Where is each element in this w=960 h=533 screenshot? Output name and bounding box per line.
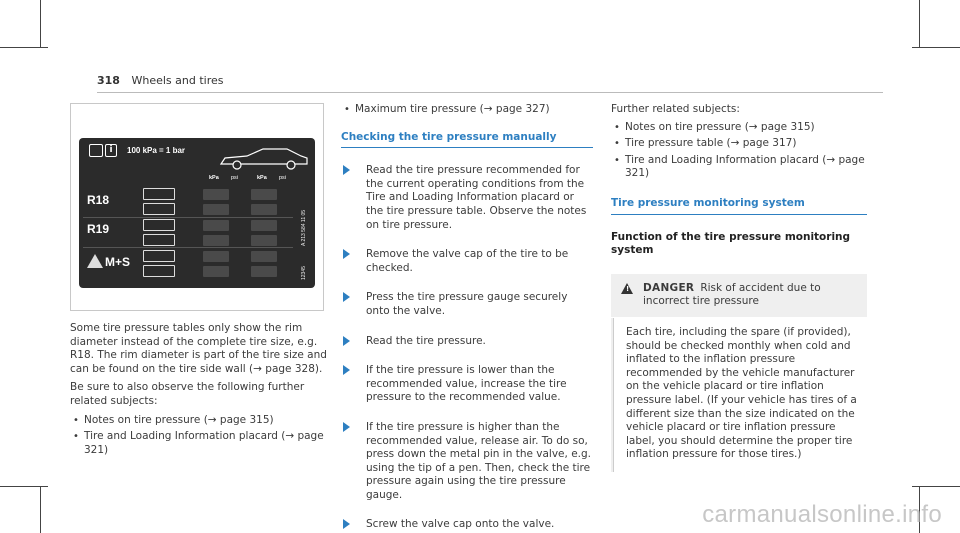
step-item: Read the tire pressure. xyxy=(341,335,593,349)
crop-mark xyxy=(912,486,960,487)
load-symbol xyxy=(143,203,175,215)
middle-column xyxy=(341,103,593,533)
unit-kpa: kPa xyxy=(257,175,267,181)
car-silhouette-icon xyxy=(217,146,311,170)
load-symbol xyxy=(143,250,175,262)
crop-mark xyxy=(40,0,41,48)
load-symbol xyxy=(143,265,175,277)
crop-mark xyxy=(0,47,48,48)
tire-pressure-table-figure xyxy=(70,103,324,311)
step-arrow-icon xyxy=(343,519,350,529)
row-label-ms: M+S xyxy=(105,255,131,269)
related-subjects-intro: Be sure to also observe the following further related subjects: xyxy=(70,381,305,407)
unit-kpa: kPa xyxy=(209,175,219,181)
snowflake-mountain-icon xyxy=(87,254,103,268)
pressure-cell xyxy=(203,251,229,262)
danger-label: DANGER xyxy=(643,281,695,294)
page-number: 318 xyxy=(97,74,120,87)
crop-mark xyxy=(0,486,48,487)
step-arrow-icon xyxy=(343,336,350,346)
pressure-cell xyxy=(203,220,229,231)
manual-book-icon xyxy=(89,144,103,157)
step-item: Read the tire pressure recommended for the current operating conditions from the Tire and Loading Information placard or the tire pressure table. Observe the notes on tire pressure. xyxy=(341,164,593,232)
list-item[interactable]: • Maximum tire pressure (→ page 327) xyxy=(341,103,593,117)
pressure-cell xyxy=(203,235,229,246)
conversion-label: 100 kPa = 1 bar xyxy=(127,146,186,155)
pressure-cell xyxy=(203,266,229,277)
step-arrow-icon xyxy=(343,249,350,259)
figure-id: 12345 xyxy=(301,266,307,280)
pressure-cell xyxy=(203,204,229,215)
pressure-cell xyxy=(203,189,229,200)
list-item[interactable]: • Notes on tire pressure (→ page 315) xyxy=(611,121,867,135)
section-title-manual-check: Checking the tire pressure manually xyxy=(341,131,593,149)
pressure-cell xyxy=(251,204,277,215)
left-column xyxy=(70,322,330,460)
crop-mark xyxy=(919,0,920,48)
load-symbol xyxy=(143,188,175,200)
pressure-cell xyxy=(251,189,277,200)
further-subjects-intro: Further related subjects: xyxy=(611,103,740,115)
watermark: carmanualsonline.info xyxy=(702,501,942,528)
unit-psi: psi xyxy=(231,175,239,181)
danger-notice xyxy=(611,274,867,472)
pressure-cell xyxy=(251,266,277,277)
right-column xyxy=(611,103,867,472)
step-arrow-icon xyxy=(343,365,350,375)
rim-diameter-note: Some tire pressure tables only show the rim diameter instead of the complete tire size, e.g. R18. The rim diameter is part of the tire size and can be found on the tire side wall (→ page 328). xyxy=(70,322,327,375)
step-item: Press the tire pressure gauge securely onto the valve. xyxy=(341,291,593,318)
section-name: Wheels and tires xyxy=(131,74,224,87)
load-symbol xyxy=(143,219,175,231)
load-symbol xyxy=(143,234,175,246)
page-header xyxy=(97,74,223,87)
exclamation-icon: ! xyxy=(626,284,630,293)
unit-psi: psi xyxy=(279,175,287,181)
tire-pressure-sticker xyxy=(79,138,315,288)
step-item: If the tire pressure is lower than the recommended value, increase the tire pressure to the recommended value. xyxy=(341,364,593,405)
part-number: A 213 584 11 05 xyxy=(301,209,307,246)
list-item[interactable]: • Tire and Loading Information placard (→ page 321) xyxy=(70,430,330,457)
header-rule xyxy=(97,92,883,93)
crop-mark xyxy=(40,486,41,533)
danger-header xyxy=(611,274,867,318)
danger-title: Risk of accident due to incorrect tire pressure xyxy=(643,281,821,308)
pressure-cell xyxy=(251,235,277,246)
row-divider xyxy=(83,247,293,248)
step-item: Remove the valve cap of the tire to be checked. xyxy=(341,248,593,275)
section-title-tpms: Tire pressure monitoring system xyxy=(611,197,867,215)
step-item: If the tire pressure is higher than the recommended value, release air. To do so, press down the metal pin in the valve, e.g. using the tip of a pen. Then, check the tire pressure again using the tire pressure gauge. xyxy=(341,421,593,503)
pressure-cell xyxy=(251,251,277,262)
row-divider xyxy=(83,217,293,218)
pressure-cell xyxy=(251,220,277,231)
row-label-r18: R18 xyxy=(87,193,110,207)
step-arrow-icon xyxy=(343,165,350,175)
info-icon: i xyxy=(105,144,117,157)
crop-mark xyxy=(912,47,960,48)
list-item[interactable]: • Tire pressure table (→ page 317) xyxy=(611,137,867,151)
subheading-tpms-function: Function of the tire pressure monitoring system xyxy=(611,230,851,257)
step-arrow-icon xyxy=(343,422,350,432)
danger-body: Each tire, including the spare (if provided), should be checked monthly when cold and inflated to the inflation pressure recommended by the vehicle manufacturer on the vehicle placard or tire inflation pressure label. (If your vehicle has tires of a different size than the size indicated on the vehicle placard or tire inflation pressure label, you should determine the proper tire inflation pressure for those tires.) xyxy=(613,318,867,472)
step-arrow-icon xyxy=(343,292,350,302)
step-item: Screw the valve cap onto the valve. xyxy=(341,518,593,532)
list-item[interactable]: • Tire and Loading Information placard (→ page 321) xyxy=(611,154,867,181)
row-label-r19: R19 xyxy=(87,222,110,236)
list-item[interactable]: • Notes on tire pressure (→ page 315) xyxy=(70,414,330,428)
